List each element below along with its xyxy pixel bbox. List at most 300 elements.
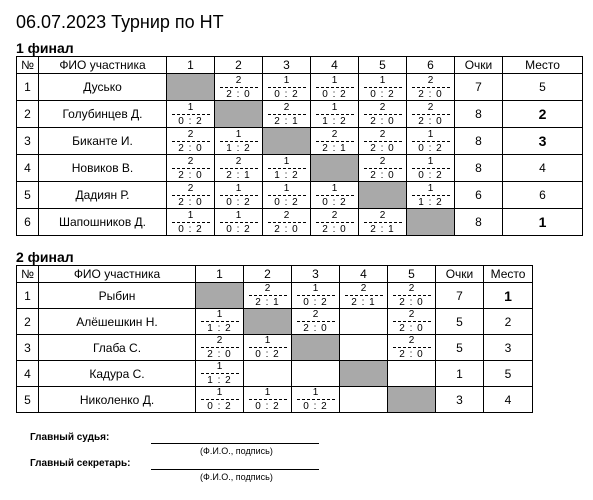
table-row (17, 309, 533, 335)
match-points: 2 (331, 128, 338, 140)
match-score: 2 : 0 (274, 223, 299, 235)
final2-header-5: 4 (340, 266, 388, 283)
table-row (17, 335, 533, 361)
final2-header-1: ФИО участника (39, 266, 196, 283)
score-divider (316, 87, 354, 88)
self-match-cell (388, 387, 436, 413)
total-points: 1 (436, 361, 484, 387)
participant-name: Дадиян Р. (39, 182, 167, 209)
match-result-cell (244, 387, 292, 413)
score-divider (220, 195, 258, 196)
match-points: 1 (283, 155, 290, 167)
match-score: 1 : 2 (207, 323, 232, 334)
participant-name: Дусько (39, 74, 167, 101)
match-points: 2 (187, 182, 194, 194)
score-divider (412, 87, 450, 88)
match-result (407, 129, 454, 154)
table-row (17, 361, 533, 387)
match-points: 1 (235, 209, 242, 221)
score-divider (364, 141, 402, 142)
match-score: 2 : 1 (255, 297, 280, 308)
match-score: 0 : 2 (178, 223, 203, 235)
final1-header-3: 2 (215, 57, 263, 74)
match-points: 1 (187, 101, 194, 113)
score-divider (316, 141, 354, 142)
match-score: 0 : 2 (322, 88, 347, 100)
match-points: 2 (427, 74, 434, 86)
match-result-cell (340, 335, 388, 361)
match-points: 1 (331, 74, 338, 86)
chief-judge-label: Главный судья: (30, 432, 110, 443)
match-result (215, 129, 262, 154)
match-score: 0 : 2 (370, 88, 395, 100)
match-result-cell (292, 283, 340, 309)
match-result (359, 102, 406, 127)
total-points: 5 (436, 335, 484, 361)
match-score: 1 : 2 (418, 196, 443, 208)
total-points: 6 (455, 182, 503, 209)
final-place: 4 (484, 387, 533, 413)
match-score: 2 : 0 (418, 88, 443, 100)
match-result (196, 361, 243, 386)
match-result-cell (407, 182, 455, 209)
match-result-cell (407, 128, 455, 155)
match-points: 2 (283, 101, 290, 113)
match-points: 1 (427, 182, 434, 194)
match-points: 2 (235, 74, 242, 86)
match-result-cell (167, 128, 215, 155)
match-score: 2 : 1 (226, 169, 251, 181)
match-result-cell (244, 283, 292, 309)
final-place: 1 (503, 209, 583, 236)
match-result (359, 156, 406, 181)
self-match-cell (263, 128, 311, 155)
score-divider (172, 141, 210, 142)
total-points: 8 (455, 101, 503, 128)
score-divider (393, 347, 431, 348)
match-result (407, 156, 454, 181)
match-points: 1 (283, 182, 290, 194)
match-result (215, 210, 262, 235)
table-row (17, 182, 583, 209)
self-match-cell (292, 335, 340, 361)
match-result-cell (244, 361, 292, 387)
match-score: 0 : 2 (255, 401, 280, 412)
match-score: 2 : 0 (178, 142, 203, 154)
match-score: 2 : 0 (303, 323, 328, 334)
match-result (167, 156, 214, 181)
match-result-cell (407, 101, 455, 128)
match-score: 2 : 0 (418, 115, 443, 127)
match-result-cell (167, 101, 215, 128)
score-divider (412, 114, 450, 115)
match-result-cell (215, 182, 263, 209)
score-divider (268, 168, 306, 169)
match-points: 1 (312, 283, 319, 294)
match-score: 2 : 1 (351, 297, 376, 308)
match-result (263, 210, 310, 235)
match-score: 0 : 2 (226, 196, 251, 208)
match-points: 2 (283, 209, 290, 221)
match-result-cell (292, 309, 340, 335)
row-number: 5 (17, 182, 39, 209)
table-row (17, 128, 583, 155)
score-divider (172, 114, 210, 115)
match-result (167, 183, 214, 208)
match-result (263, 156, 310, 181)
row-number: 2 (17, 309, 39, 335)
final2-header-0: № (17, 266, 39, 283)
match-score: 0 : 2 (178, 115, 203, 127)
match-score: 0 : 2 (274, 88, 299, 100)
match-result-cell (196, 309, 244, 335)
match-result (215, 75, 262, 100)
score-divider (220, 222, 258, 223)
score-divider (201, 347, 239, 348)
match-points: 1 (379, 74, 386, 86)
match-result-cell (311, 128, 359, 155)
match-score: 0 : 2 (418, 169, 443, 181)
match-result (196, 387, 243, 412)
match-points: 1 (427, 155, 434, 167)
match-score: 0 : 2 (418, 142, 443, 154)
match-score: 2 : 0 (399, 297, 424, 308)
row-number: 5 (17, 387, 39, 413)
score-divider (364, 222, 402, 223)
score-divider (220, 168, 258, 169)
match-result-cell (196, 335, 244, 361)
table-row (17, 155, 583, 182)
match-points: 1 (331, 101, 338, 113)
row-number: 4 (17, 155, 39, 182)
score-divider (297, 321, 335, 322)
match-result-cell (263, 101, 311, 128)
final1-header-7: 6 (407, 57, 455, 74)
final-place: 5 (503, 74, 583, 101)
match-result-cell (311, 101, 359, 128)
participant-name: Глаба С. (39, 335, 196, 361)
match-score: 0 : 2 (322, 196, 347, 208)
self-match-cell (359, 182, 407, 209)
chief-secretary-label: Главный секретарь: (30, 458, 131, 469)
table-row (17, 283, 533, 309)
match-result-cell (340, 387, 388, 413)
match-result (340, 283, 387, 308)
match-result (311, 183, 358, 208)
match-result-cell (263, 209, 311, 236)
match-score: 2 : 0 (322, 223, 347, 235)
match-result-cell (167, 155, 215, 182)
match-result-cell (196, 387, 244, 413)
final1-header-9: Место (503, 57, 583, 74)
final1-header-6: 5 (359, 57, 407, 74)
total-points: 8 (455, 155, 503, 182)
score-divider (249, 347, 287, 348)
match-score: 1 : 2 (274, 169, 299, 181)
match-result-cell (196, 361, 244, 387)
match-result-cell (388, 309, 436, 335)
final-place: 5 (484, 361, 533, 387)
table-row (17, 209, 583, 236)
row-number: 3 (17, 335, 39, 361)
final-place: 3 (503, 128, 583, 155)
match-result (359, 210, 406, 235)
match-points: 1 (427, 128, 434, 140)
match-result-cell (215, 74, 263, 101)
total-points: 3 (436, 387, 484, 413)
match-score: 1 : 2 (207, 375, 232, 386)
row-number: 2 (17, 101, 39, 128)
match-points: 1 (235, 182, 242, 194)
page-title: 06.07.2023 Турнир по НТ (16, 12, 224, 32)
match-score: 2 : 1 (370, 223, 395, 235)
participant-name: Рыбин (39, 283, 196, 309)
match-result (359, 129, 406, 154)
score-divider (316, 222, 354, 223)
match-result-cell (359, 74, 407, 101)
chief-judge-signature-line (151, 443, 319, 444)
match-points: 1 (312, 387, 319, 398)
match-result (167, 210, 214, 235)
match-result (167, 102, 214, 127)
match-points: 2 (408, 283, 415, 294)
match-result-cell (292, 361, 340, 387)
score-divider (412, 141, 450, 142)
final-1-heading: 1 финал (16, 40, 74, 56)
match-result (263, 102, 310, 127)
final2-header-6: 5 (388, 266, 436, 283)
match-points: 2 (312, 309, 319, 320)
final-place: 2 (484, 309, 533, 335)
match-result (196, 309, 243, 334)
match-result-cell (311, 182, 359, 209)
score-divider (201, 399, 239, 400)
score-divider (201, 321, 239, 322)
match-result (196, 335, 243, 360)
match-points: 2 (379, 209, 386, 221)
score-divider (268, 114, 306, 115)
score-divider (268, 195, 306, 196)
score-divider (345, 295, 383, 296)
match-points: 1 (264, 387, 271, 398)
match-result (263, 75, 310, 100)
final-place: 3 (484, 335, 533, 361)
match-result-cell (215, 209, 263, 236)
final2-header-3: 2 (244, 266, 292, 283)
self-match-cell (167, 74, 215, 101)
match-result-cell (263, 182, 311, 209)
row-number: 4 (17, 361, 39, 387)
match-result (311, 102, 358, 127)
match-result-cell (407, 74, 455, 101)
score-divider (412, 195, 450, 196)
match-points: 1 (283, 74, 290, 86)
match-result-cell (359, 101, 407, 128)
final-place: 1 (484, 283, 533, 309)
score-divider (249, 295, 287, 296)
match-points: 1 (216, 309, 223, 320)
final2-header-2: 1 (196, 266, 244, 283)
table-row (17, 101, 583, 128)
score-divider (249, 399, 287, 400)
match-points: 1 (216, 387, 223, 398)
match-points: 2 (187, 128, 194, 140)
match-score: 0 : 2 (303, 401, 328, 412)
score-divider (172, 222, 210, 223)
chief-judge-caption: (Ф.И.О., подпись) (200, 446, 273, 456)
match-result (388, 309, 435, 334)
match-result-cell (340, 283, 388, 309)
match-score: 2 : 0 (207, 349, 232, 360)
row-number: 3 (17, 128, 39, 155)
match-result (407, 75, 454, 100)
score-divider (297, 399, 335, 400)
match-score: 0 : 2 (274, 196, 299, 208)
match-score: 2 : 0 (370, 115, 395, 127)
participant-name: Николенко Д. (39, 387, 196, 413)
final2-header-4: 3 (292, 266, 340, 283)
match-points: 2 (331, 209, 338, 221)
final1-header-5: 4 (311, 57, 359, 74)
final-place: 2 (503, 101, 583, 128)
score-divider (364, 87, 402, 88)
match-score: 0 : 2 (226, 223, 251, 235)
total-points: 7 (455, 74, 503, 101)
match-score: 2 : 0 (178, 169, 203, 181)
match-result (359, 75, 406, 100)
match-result (311, 75, 358, 100)
match-points: 1 (331, 182, 338, 194)
match-points: 1 (235, 128, 242, 140)
match-result (311, 129, 358, 154)
match-score: 2 : 0 (399, 349, 424, 360)
match-score: 2 : 1 (274, 115, 299, 127)
score-divider (364, 168, 402, 169)
match-score: 2 : 0 (370, 142, 395, 154)
final1-header-0: № (17, 57, 39, 74)
match-score: 2 : 0 (226, 88, 251, 100)
match-result (388, 335, 435, 360)
match-points: 2 (408, 335, 415, 346)
match-score: 0 : 2 (255, 349, 280, 360)
match-score: 0 : 2 (303, 297, 328, 308)
self-match-cell (215, 101, 263, 128)
match-result (244, 387, 291, 412)
score-divider (172, 168, 210, 169)
score-divider (393, 295, 431, 296)
match-result-cell (167, 209, 215, 236)
final1-header-4: 3 (263, 57, 311, 74)
score-divider (297, 295, 335, 296)
match-points: 2 (360, 283, 367, 294)
match-result-cell (311, 74, 359, 101)
match-points: 1 (187, 209, 194, 221)
final2-header-7: Очки (436, 266, 484, 283)
participant-name: Голубинцев Д. (39, 101, 167, 128)
match-result-cell (292, 387, 340, 413)
match-result (244, 335, 291, 360)
match-result (167, 129, 214, 154)
match-result-cell (359, 128, 407, 155)
self-match-cell (244, 309, 292, 335)
match-result-cell (311, 209, 359, 236)
final2-header-8: Место (484, 266, 533, 283)
match-points: 2 (408, 309, 415, 320)
match-result (388, 283, 435, 308)
match-result-cell (167, 182, 215, 209)
match-result-cell (359, 155, 407, 182)
final-place: 4 (503, 155, 583, 182)
score-divider (364, 114, 402, 115)
match-points: 2 (379, 101, 386, 113)
match-result (407, 102, 454, 127)
match-result-cell (263, 155, 311, 182)
score-divider (316, 114, 354, 115)
match-result (292, 309, 339, 334)
match-points: 1 (216, 361, 223, 372)
match-result (407, 183, 454, 208)
match-points: 2 (264, 283, 271, 294)
match-result (215, 183, 262, 208)
participant-name: Шапошников Д. (39, 209, 167, 236)
final1-header-8: Очки (455, 57, 503, 74)
score-divider (268, 87, 306, 88)
match-result-cell (263, 74, 311, 101)
row-number: 6 (17, 209, 39, 236)
match-result-cell (388, 283, 436, 309)
match-result (292, 283, 339, 308)
match-score: 0 : 2 (207, 401, 232, 412)
total-points: 8 (455, 209, 503, 236)
final1-header-2: 1 (167, 57, 215, 74)
score-divider (220, 141, 258, 142)
participant-name: Алёшешкин Н. (39, 309, 196, 335)
match-result-cell (359, 209, 407, 236)
final1-header-1: ФИО участника (39, 57, 167, 74)
match-score: 2 : 0 (399, 323, 424, 334)
chief-secretary-caption: (Ф.И.О., подпись) (200, 472, 273, 482)
row-number: 1 (17, 283, 39, 309)
final-2-table (16, 265, 533, 413)
participant-name: Новиков В. (39, 155, 167, 182)
match-points: 2 (427, 101, 434, 113)
score-divider (316, 195, 354, 196)
match-score: 1 : 2 (226, 142, 251, 154)
match-result-cell (340, 309, 388, 335)
final-1-table (16, 56, 583, 236)
total-points: 7 (436, 283, 484, 309)
match-result-cell (407, 155, 455, 182)
score-divider (268, 222, 306, 223)
final-place: 6 (503, 182, 583, 209)
participant-name: Кадура С. (39, 361, 196, 387)
self-match-cell (340, 361, 388, 387)
match-result (244, 283, 291, 308)
match-result (311, 210, 358, 235)
match-score: 1 : 2 (322, 115, 347, 127)
match-points: 2 (216, 335, 223, 346)
row-number: 1 (17, 74, 39, 101)
table-row (17, 74, 583, 101)
score-divider (172, 195, 210, 196)
score-divider (201, 373, 239, 374)
match-score: 2 : 0 (370, 169, 395, 181)
match-result-cell (244, 335, 292, 361)
table-row (17, 387, 533, 413)
score-divider (393, 321, 431, 322)
match-points: 2 (379, 128, 386, 140)
match-score: 2 : 1 (322, 142, 347, 154)
